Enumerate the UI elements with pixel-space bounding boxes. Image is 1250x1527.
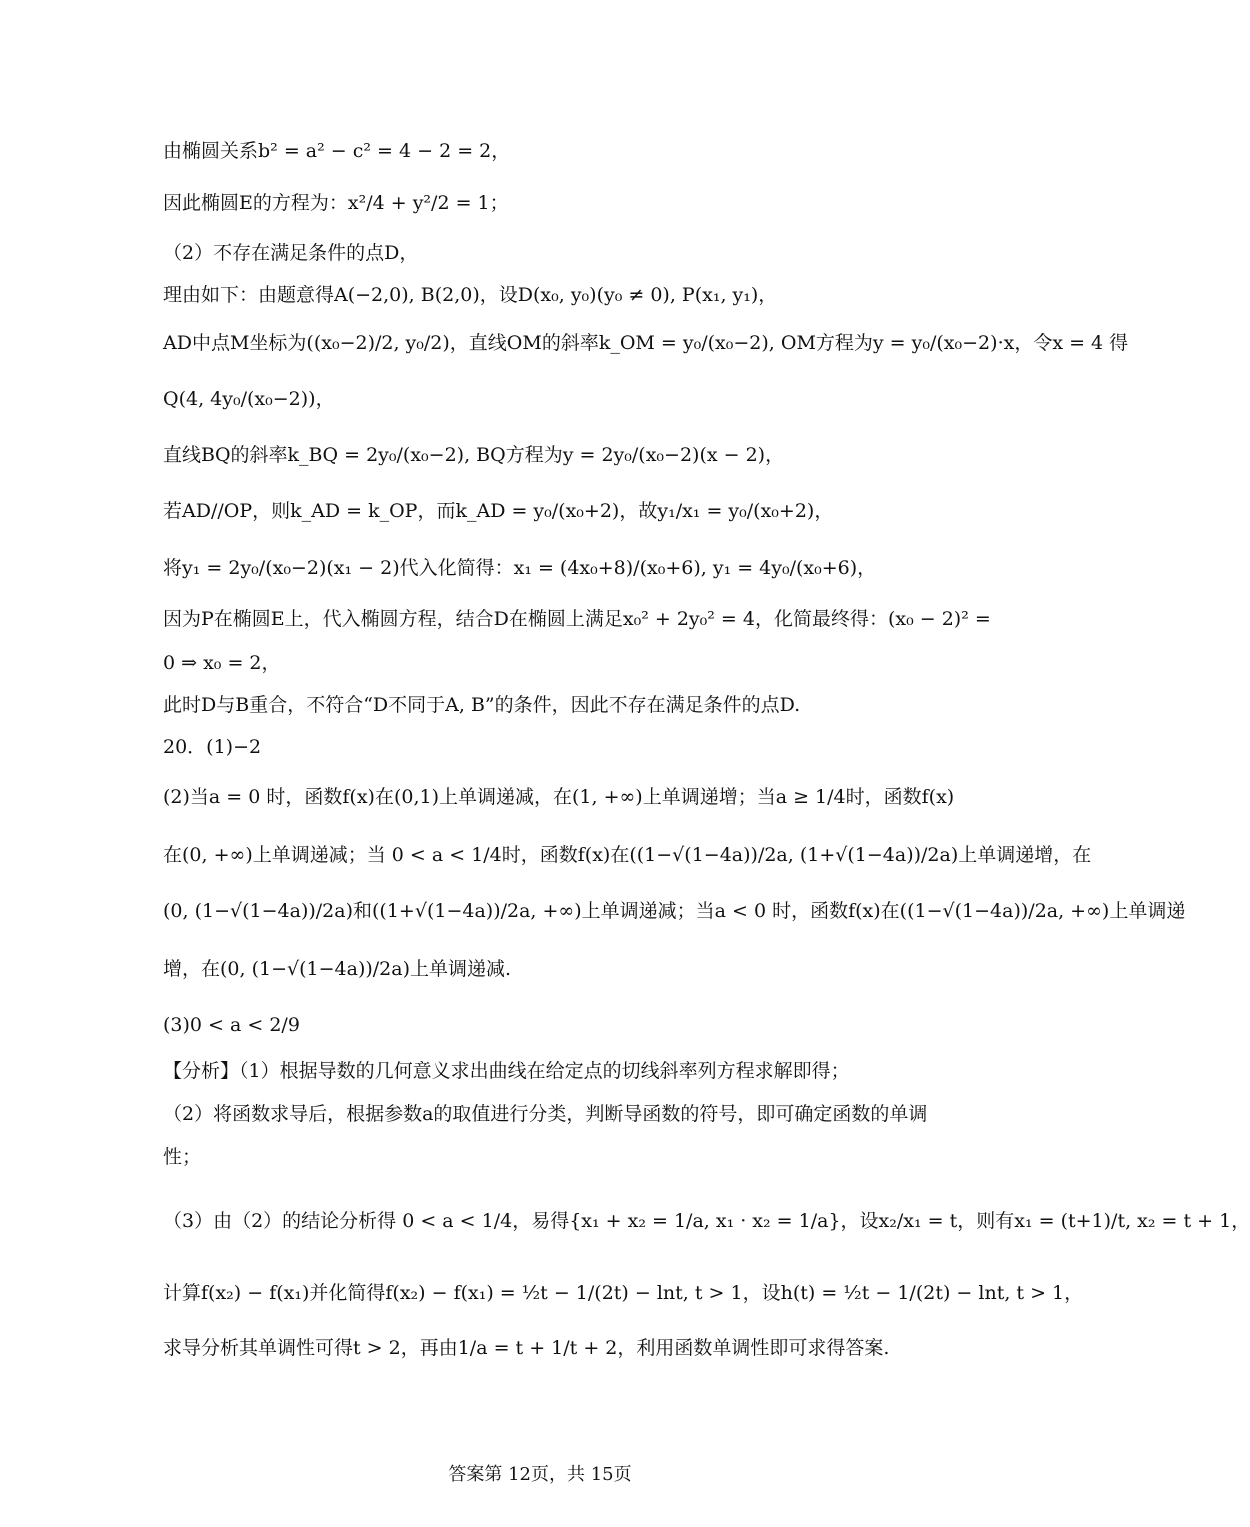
text-line-23: 计算f(x₂) − f(x₁)并化简得f(x₂) − f(x₁) = ½t − 1/(2t) − lnt, t > 1，设h(t) = ½t − 1/(2t) − lnt, t > 1， [163, 1282, 1084, 1304]
text-line-7: 直线BQ的斜率k_BQ = 2y₀/(x₀−2), BQ方程为y = 2y₀/(x₀−2)(x − 2)， [163, 444, 785, 466]
text-line-10: 因为P在椭圆E上，代入椭圆方程，结合D在椭圆上满足x₀² + 2y₀² = 4，化简最终得：(x₀ − 2)² = [163, 608, 991, 630]
text-line-6: Q(4, 4y₀/(x₀−2))， [163, 388, 335, 410]
text-line-4: 理由如下：由题意得A(−2,0), B(2,0)，设D(x₀, y₀)(y₀ ≠ 0), P(x₁, y₁)， [163, 284, 778, 306]
text-line-18: (3)0 < a < 2/9 [163, 1014, 300, 1036]
text-line-9: 将y₁ = 2y₀/(x₀−2)(x₁ − 2)代入化简得：x₁ = (4x₀+8)/(x₀+6), y₁ = 4y₀/(x₀+6)， [163, 557, 877, 579]
text-line-11: 0 ⇒ x₀ = 2， [163, 652, 281, 674]
text-line-22: （3）由（2）的结论分析得 0 < a < 1/4，易得{x₁ + x₂ = 1/a, x₁ · x₂ = 1/a}，设x₂/x₁ = t，则有x₁ = (t+1)/t, x₂ = t + 1， [163, 1210, 1250, 1232]
text-line-2: 因此椭圆E的方程为：x²/4 + y²/2 = 1； [163, 192, 509, 214]
text-line-15: 在(0, +∞)上单调递减；当 0 < a < 1/4时，函数f(x)在((1−√(1−4a))/2a, (1+√(1−4a))/2a)上单调递增，在 [163, 844, 1092, 866]
text-line-19: 【分析】（1）根据导数的几何意义求出曲线在给定点的切线斜率列方程求解即得； [163, 1060, 850, 1082]
text-line-17: 增，在(0, (1−√(1−4a))/2a)上单调递减. [163, 958, 512, 980]
text-line-24: 求导分析其单调性可得t > 2，再由1/a = t + 1/t + 2，利用函数单调性即可求得答案. [163, 1337, 890, 1359]
text-line-14: (2)当a = 0 时，函数f(x)在(0,1)上单调递减，在(1, +∞)上单调递增；当a ≥ 1/4时，函数f(x) [163, 786, 955, 808]
text-line-20: （2）将函数求导后，根据参数a的取值进行分类，判断导函数的符号，即可确定函数的单调 [163, 1103, 928, 1125]
text-line-16: (0, (1−√(1−4a))/2a)和((1+√(1−4a))/2a, +∞)上单调递减；当a < 0 时，函数f(x)在((1−√(1−4a))/2a, +∞)上单调递 [163, 900, 1186, 922]
text-line-5: AD中点M坐标为((x₀−2)/2, y₀/2)，直线OM的斜率k_OM = y₀/(x₀−2), OM方程为y = y₀/(x₀−2)·x，令x = 4 得 [163, 332, 1129, 354]
text-line-12: 此时D与B重合，不符合“D不同于A, B”的条件，因此不存在满足条件的点D. [163, 694, 801, 716]
text-line-8: 若AD//OP，则k_AD = k_OP，而k_AD = y₀/(x₀+2)，故y₁/x₁ = y₀/(x₀+2)， [163, 500, 834, 522]
text-line-21: 性； [163, 1146, 202, 1168]
text-line-13: 20．(1)−2 [163, 736, 262, 758]
text-line-1: 由椭圆关系b² = a² − c² = 4 − 2 = 2， [163, 140, 511, 162]
text-line-3: （2）不存在满足条件的点D， [163, 242, 419, 264]
page-footer: 答案第 12页，共 15页 [448, 1464, 632, 1485]
